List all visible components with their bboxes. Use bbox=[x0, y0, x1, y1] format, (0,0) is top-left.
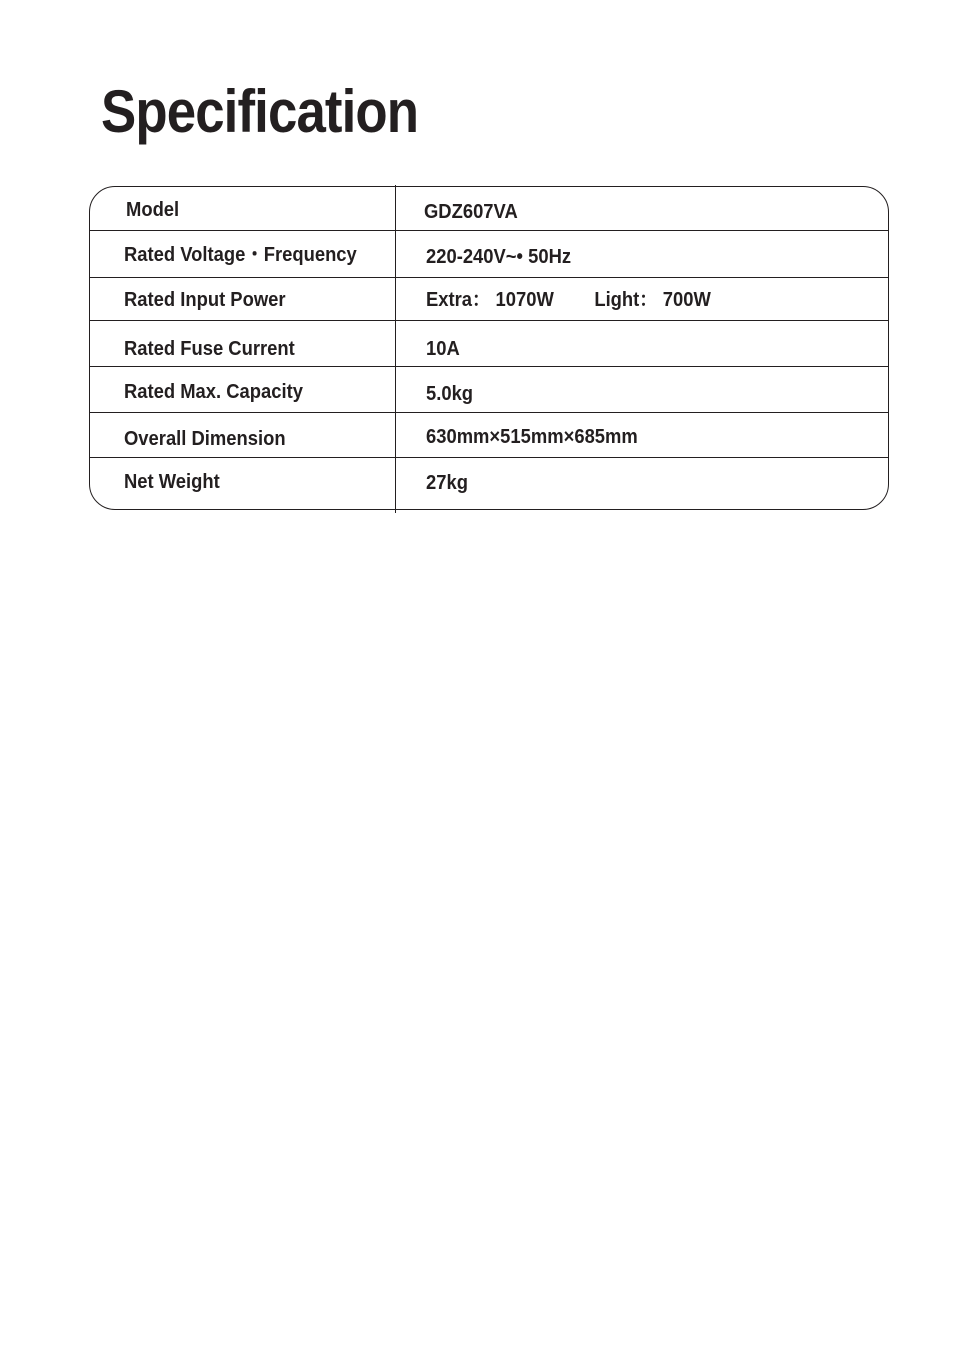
row-divider bbox=[90, 230, 888, 231]
spec-label-overall-dimension: Overall Dimension bbox=[124, 428, 286, 450]
specification-table bbox=[89, 186, 889, 510]
spec-label-fuse-current: Rated Fuse Current bbox=[124, 338, 295, 360]
spec-label-net-weight: Net Weight bbox=[124, 471, 220, 493]
spec-value-voltage-frequency: 220-240V~• 50Hz bbox=[426, 246, 572, 268]
spec-value-overall-dimension: 630mm×515mm×685mm bbox=[426, 426, 638, 448]
spec-value-light-power: Light： 700W bbox=[594, 289, 711, 311]
spec-value-max-capacity: 5.0kg bbox=[426, 383, 474, 405]
spec-value-input-power bbox=[426, 288, 711, 312]
row-divider bbox=[90, 277, 888, 278]
spec-label-model: Model bbox=[126, 199, 180, 221]
spec-value-fuse-current: 10A bbox=[426, 338, 460, 360]
spec-value-net-weight: 27kg bbox=[426, 472, 468, 494]
spec-label-input-power: Rated Input Power bbox=[124, 289, 286, 311]
row-divider bbox=[90, 412, 888, 413]
column-divider bbox=[395, 185, 396, 513]
spec-label-max-capacity: Rated Max. Capacity bbox=[124, 381, 303, 403]
spec-value-extra-power: Extra： 1070W bbox=[426, 289, 554, 311]
row-divider bbox=[90, 320, 888, 321]
spec-value-model: GDZ607VA bbox=[424, 201, 518, 223]
row-divider bbox=[90, 366, 888, 367]
row-divider bbox=[90, 457, 888, 458]
page-title: Specification bbox=[101, 78, 419, 145]
spec-label-voltage-frequency: Rated Voltage・Frequency bbox=[124, 244, 357, 266]
